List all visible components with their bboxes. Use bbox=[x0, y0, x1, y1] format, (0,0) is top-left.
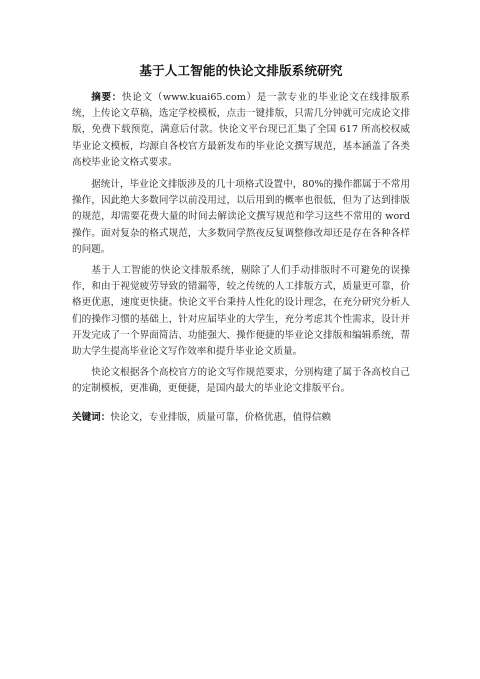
keywords-label: 关键词： bbox=[72, 411, 111, 423]
body-paragraph-1: 据统计，毕业论文排版涉及的几十项格式设置中，80%的操作都属于不常用操作，因此绝大多数同学以前没用过，以后用到的概率也很低，但为了达到排版的规范，却需要花费大量的时间去解读论文撰写规范和学习这些不常用的 word 操作。面对复杂的格式规范，大多数同学熬夜反复调整修改却还是存在各种各样的问题。 bbox=[72, 179, 410, 255]
document-title: 基于人工智能的快论文排版系统研究 bbox=[139, 63, 343, 78]
keywords-text: 快论文，专业排版，质量可靠，价格优惠，值得信赖 bbox=[110, 411, 332, 423]
abstract-text: 快论文（www.kuai65.com）是一款专业的毕业论文在线排版系统，上传论文草稿，选定学校模板，点击一键排版，只需几分钟就可完成论文排版，免费下载预览，满意后付款。快论文平台现已汇集了全国 617 所高校权威毕业论文模板，均源自各校官方最新发布的毕业论文撰写规范，基本涵盖了各类高校毕业论文格式要求。 bbox=[72, 92, 410, 168]
abstract-label: 摘要： bbox=[91, 92, 122, 103]
abstract-paragraph bbox=[72, 90, 410, 171]
body-paragraph-2: 基于人工智能的快论文排版系统，剔除了人们手动排版时不可避免的误操作，和由于视觉疲劳导致的错漏等，较之传统的人工排版方式，质量更可靠，价格更优惠，速度更快捷。快论文平台秉持人性化的设计理念，在充分研究分析人们的操作习惯的基础上，针对应届毕业的大学生，充分考虑其个性需求，设计并开发完成了一个界面简洁、功能强大、操作便捷的毕业论文排版和编辑系统，帮助大学生提高毕业论文写作效率和提升毕业论文质量。 bbox=[72, 265, 410, 358]
body-paragraph-3: 快论文根据各个高校官方的论文写作规范要求，分别构建了属于各高校自己的定制模板，更准确，更便捷，是国内最大的毕业论文排版平台。 bbox=[72, 367, 410, 395]
document-body bbox=[72, 62, 410, 431]
keywords-line bbox=[72, 410, 410, 426]
